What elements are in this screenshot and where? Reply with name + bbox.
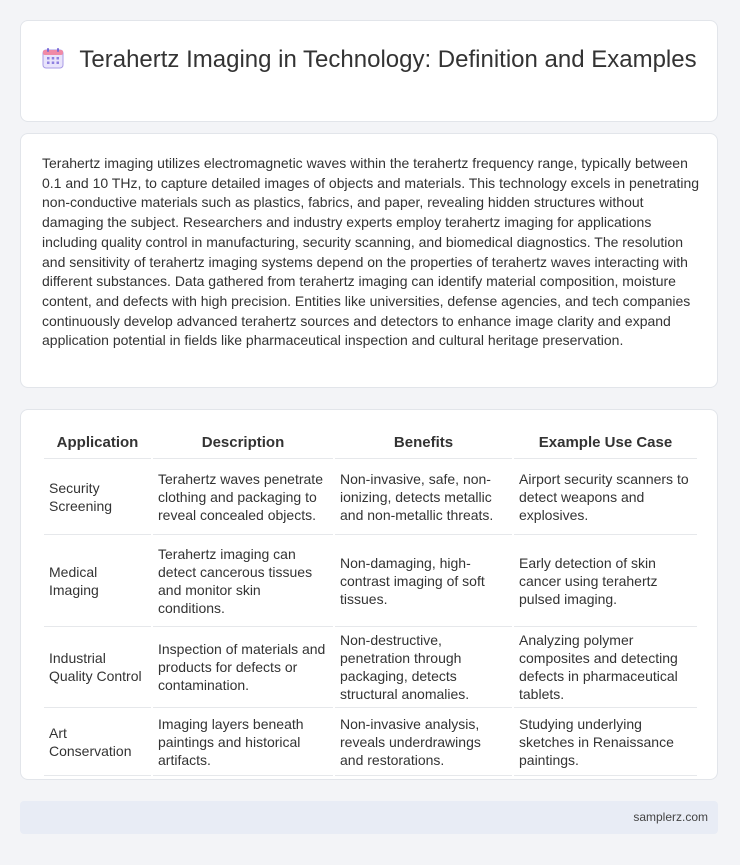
cell-benefits: Non-destructive, penetration through packaging, detects structural anomalies.	[335, 627, 512, 708]
cell-example: Analyzing polymer composites and detecting defects in pharmaceutical tablets.	[514, 627, 697, 708]
cell-description: Imaging layers beneath paintings and historical artifacts.	[153, 708, 333, 776]
calendar-icon	[41, 46, 65, 70]
table-row	[44, 708, 697, 776]
page-title-container	[21, 45, 717, 75]
cell-benefits: Non-invasive analysis, reveals underdrawings and restorations.	[335, 708, 512, 776]
header-example-use-case: Example Use Case	[514, 431, 697, 459]
header-description: Description	[153, 431, 333, 459]
table-row	[44, 627, 697, 708]
table-card	[20, 409, 718, 780]
intro-paragraph: Terahertz imaging utilizes electromagnetic waves within the terahertz frequency range, typically between 0.1 and 10 THz, to capture detailed images of objects and materials. This technology excels in penetrating non-conductive materials such as plastics, fabrics, and paper, revealing hidden structures without damaging the subject. Researchers and industry experts employ terahertz imaging for applications including quality control in manufacturing, security scanning, and biomedical diagnostics. The resolution and sensitivity of terahertz imaging systems depend on the properties of terahertz waves interacting with different substances. Data gathered from terahertz imaging can identify material composition, moisture content, and defects with high precision. Entities like universities, defense agencies, and tech companies continuously develop advanced terahertz sources and detectors to enhance image clarity and expand application potential in fields like pharmaceutical inspection and cultural heritage preservation.	[42, 155, 700, 349]
table-row	[44, 535, 697, 627]
footer-site-link[interactable]: samplerz.com	[633, 810, 708, 824]
applications-table	[42, 431, 699, 776]
table-row	[44, 459, 697, 535]
cell-benefits: Non-invasive, safe, non-ionizing, detects metallic and non-metallic threats.	[335, 459, 512, 535]
intro-card	[20, 133, 718, 388]
cell-application: Security Screening	[44, 459, 151, 535]
cell-description: Terahertz imaging can detect cancerous tissues and monitor skin conditions.	[153, 535, 333, 627]
cell-application: Industrial Quality Control	[44, 627, 151, 708]
cell-benefits: Non-damaging, high-contrast imaging of soft tissues.	[335, 535, 512, 627]
cell-example: Airport security scanners to detect weapons and explosives.	[514, 459, 697, 535]
page-title: Terahertz Imaging in Technology: Definition and Examples	[79, 46, 697, 73]
cell-example: Studying underlying sketches in Renaissance paintings.	[514, 708, 697, 776]
title-card	[20, 20, 718, 122]
cell-description: Terahertz waves penetrate clothing and packaging to reveal concealed objects.	[153, 459, 333, 535]
cell-application: Medical Imaging	[44, 535, 151, 627]
cell-application: Art Conservation	[44, 708, 151, 776]
header-benefits: Benefits	[335, 431, 512, 459]
cell-example: Early detection of skin cancer using terahertz pulsed imaging.	[514, 535, 697, 627]
table-header-row	[44, 431, 697, 459]
footer	[20, 801, 718, 834]
header-application: Application	[44, 431, 151, 459]
cell-description: Inspection of materials and products for defects or contamination.	[153, 627, 333, 708]
